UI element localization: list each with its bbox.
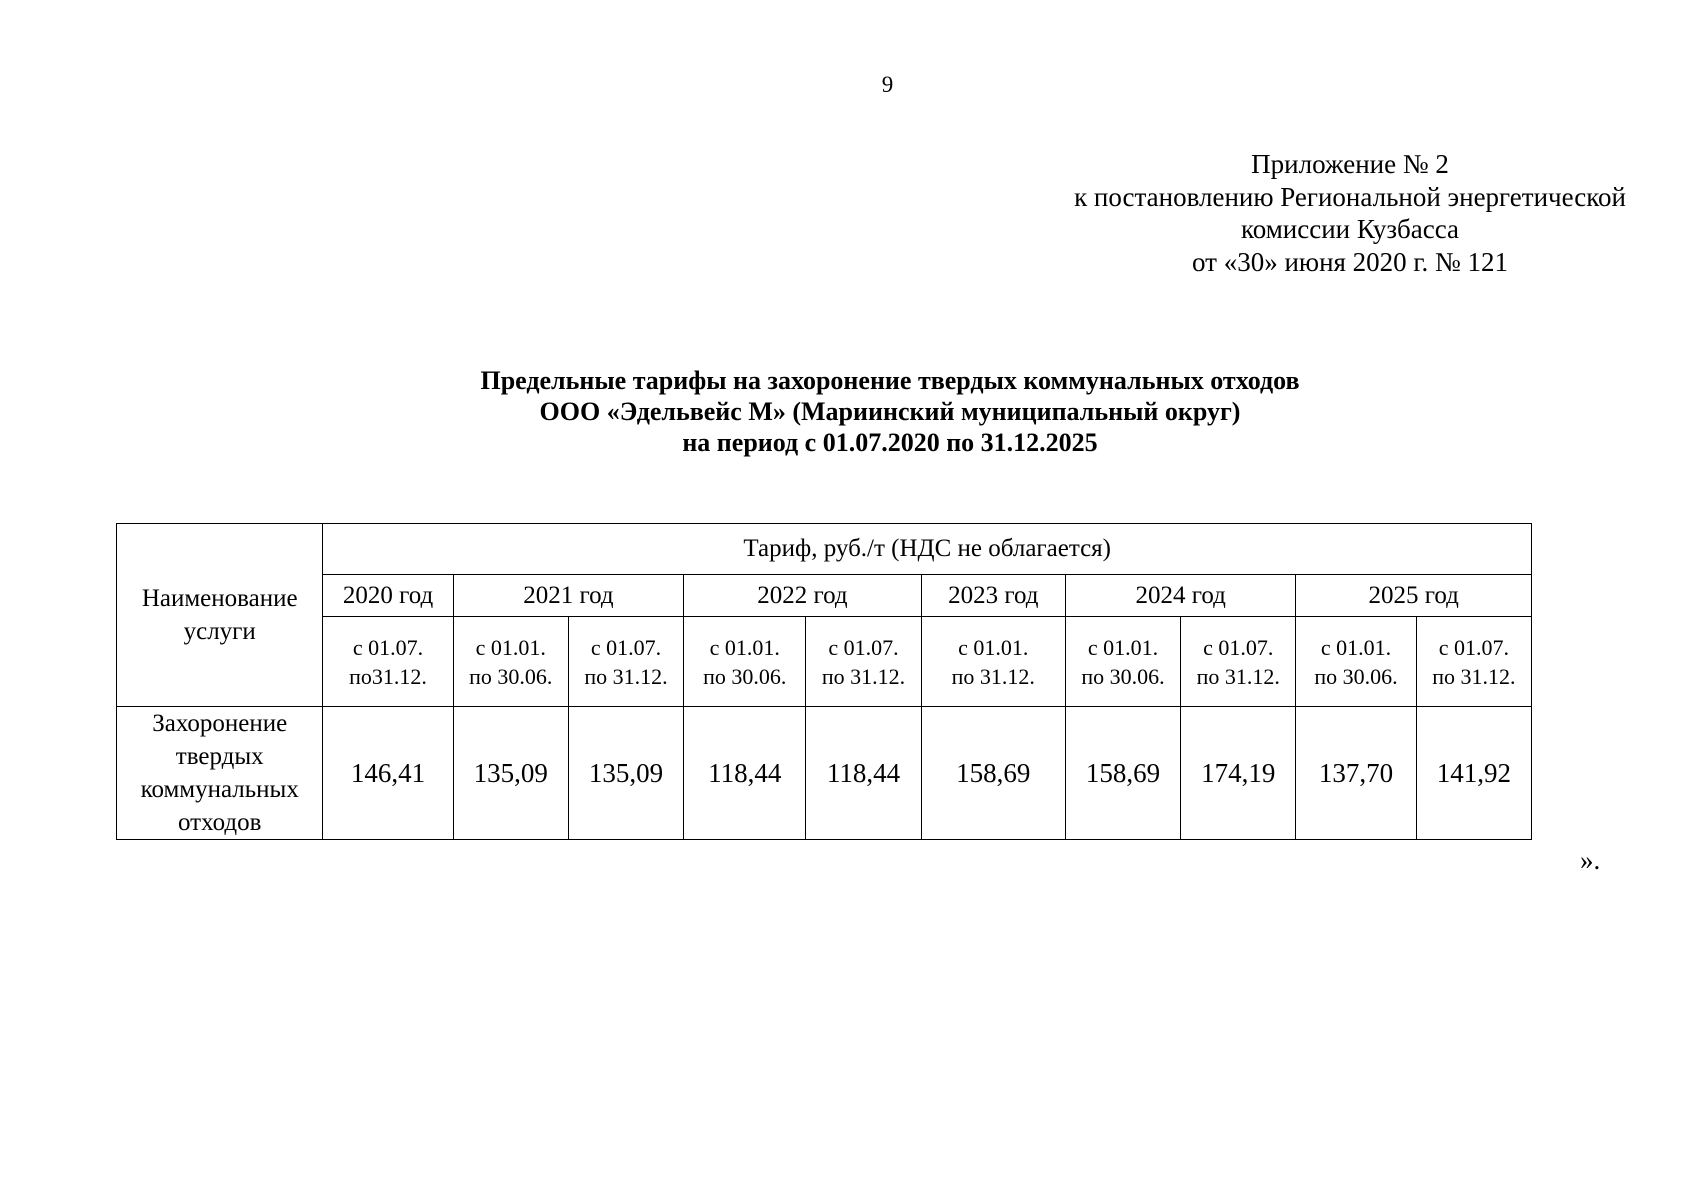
period-from: с 01.01.: [958, 634, 1029, 660]
service-line-2: твердых: [175, 743, 264, 770]
period-to: по 31.12.: [584, 663, 668, 689]
period-to: по 31.12.: [821, 663, 906, 689]
period-from: с 01.01.: [475, 634, 546, 660]
document-title: [0, 365, 1697, 458]
period-from: с 01.07.: [828, 634, 899, 660]
period-from: с 01.07.: [1438, 634, 1509, 660]
service-header-cell: [117, 524, 323, 707]
tariff-value-cell: 118,44: [806, 707, 921, 840]
appendix-line-3: комиссии Кузбасса: [1240, 214, 1460, 244]
tariff-value-cell: 158,69: [921, 707, 1065, 840]
period-cell: [1296, 617, 1416, 707]
tariff-value-cell: 137,70: [1296, 707, 1416, 840]
table-header-row-periods: [117, 617, 1532, 707]
page-number: 9: [881, 72, 894, 97]
service-line-1: Захоронение: [152, 710, 288, 737]
tariff-value-cell: 141,92: [1416, 707, 1531, 840]
table-header-row-years: [117, 575, 1532, 617]
year-cell: 2021 год: [453, 575, 683, 617]
period-cell: [323, 617, 453, 707]
title-line-1: Предельные тарифы на захоронение твердых коммунальных отходов: [480, 366, 1300, 395]
period-from: с 01.01.: [709, 634, 780, 660]
period-to: по 30.06.: [469, 663, 553, 689]
tariff-header-cell: Тариф, руб./т (НДС не облагается): [323, 524, 1532, 575]
service-name-cell: [117, 707, 323, 840]
year-cell: 2023 год: [921, 575, 1065, 617]
period-cell: [1416, 617, 1531, 707]
tariff-value-cell: 158,69: [1065, 707, 1180, 840]
period-to: по 30.06.: [1314, 663, 1398, 689]
closing-quote-mark: ».: [1580, 845, 1601, 875]
year-cell: 2025 год: [1296, 575, 1532, 617]
appendix-line-1: Приложение № 2: [1251, 149, 1449, 179]
period-to: по 31.12.: [1432, 663, 1516, 689]
period-to: по 31.12.: [1196, 663, 1280, 689]
period-to: по31.12.: [349, 663, 427, 689]
period-cell: [921, 617, 1065, 707]
year-cell: 2024 год: [1065, 575, 1295, 617]
title-line-3: на период с 01.07.2020 по 31.12.2025: [682, 428, 1098, 457]
period-from: с 01.01.: [1087, 634, 1159, 660]
service-line-3: коммунальных: [140, 776, 299, 803]
period-cell: [1181, 617, 1296, 707]
period-from: с 01.07.: [352, 634, 424, 660]
tariff-value-cell: 135,09: [568, 707, 683, 840]
table-row: [117, 707, 1532, 840]
tariff-value-cell: 135,09: [453, 707, 568, 840]
appendix-block: [1000, 148, 1697, 278]
service-header-line-1: Наименование: [141, 585, 298, 612]
period-from: с 01.01.: [1320, 634, 1392, 660]
table-header-row-1: [117, 524, 1532, 575]
service-line-4: отходов: [177, 809, 262, 836]
period-to: по 30.06.: [703, 663, 787, 689]
appendix-line-2: к постановлению Региональной энергетической: [1074, 181, 1626, 212]
service-header-line-2: услуги: [183, 618, 256, 645]
period-cell: [453, 617, 568, 707]
period-cell: [568, 617, 683, 707]
period-from: с 01.07.: [1203, 634, 1274, 660]
period-cell: [1065, 617, 1180, 707]
year-cell: 2022 год: [684, 575, 921, 617]
title-line-2: ООО «Эдельвейс М» (Мариинский муниципальный округ): [539, 397, 1241, 426]
period-from: с 01.07.: [590, 634, 662, 660]
period-to: по 31.12.: [951, 663, 1035, 689]
tariff-value-cell: 146,41: [323, 707, 453, 840]
appendix-line-4: от «30» июня 2020 г. № 121: [1192, 246, 1508, 277]
period-to: по 30.06.: [1081, 663, 1165, 689]
tariff-value-cell: 118,44: [684, 707, 806, 840]
tariff-value-cell: 174,19: [1181, 707, 1296, 840]
tariff-table: [116, 523, 1532, 840]
period-cell: [684, 617, 806, 707]
period-cell: [806, 617, 921, 707]
year-cell: 2020 год: [323, 575, 453, 617]
